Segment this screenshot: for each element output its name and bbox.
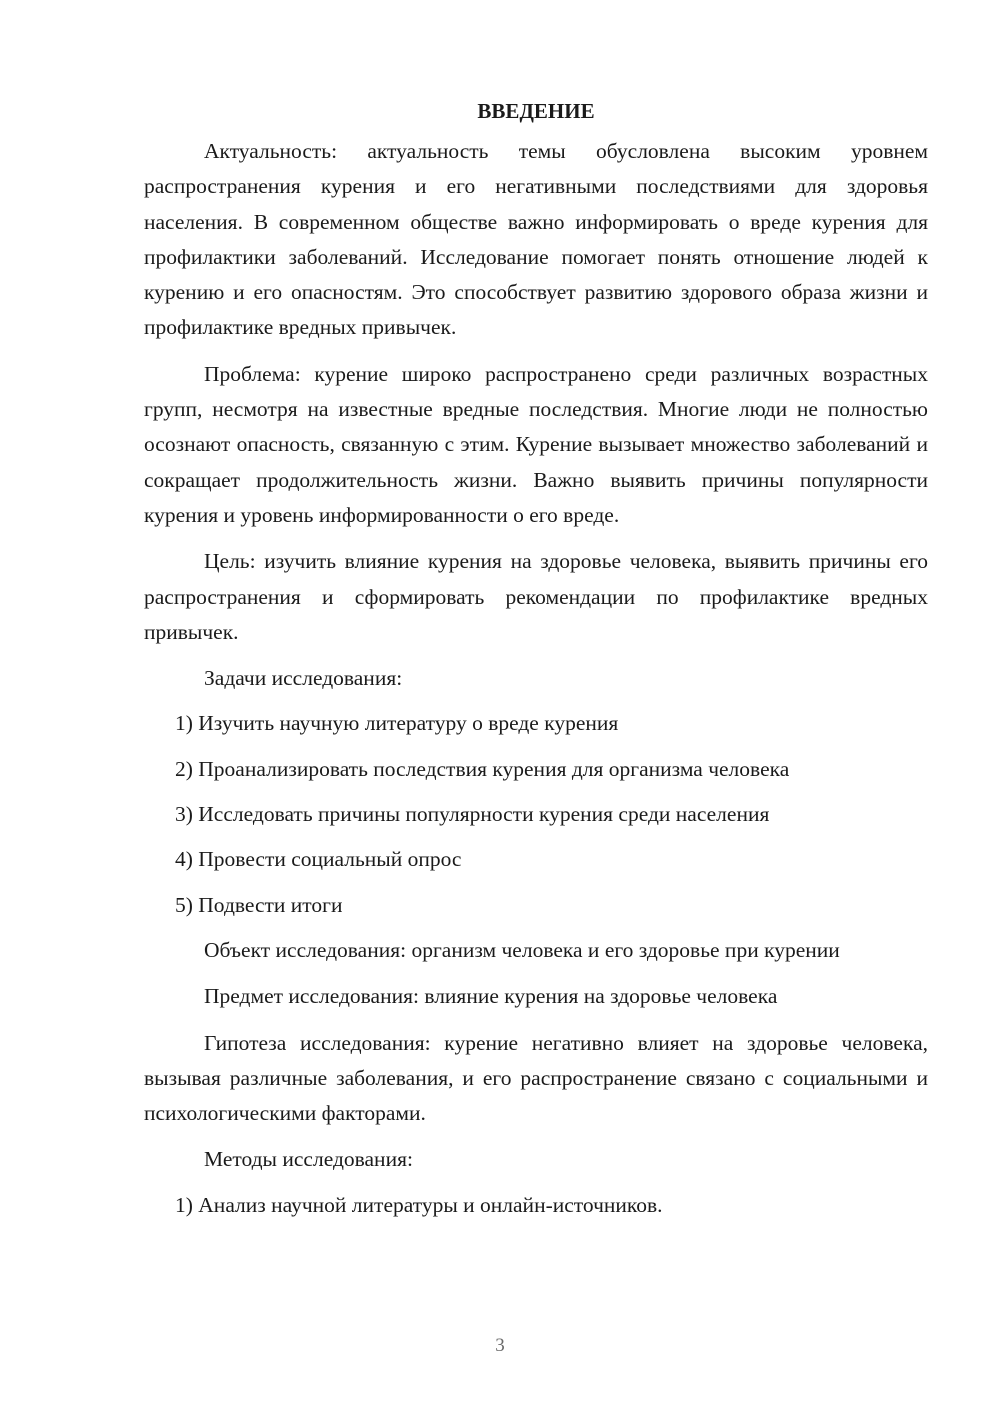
list-item: 4) Провести социальный опрос — [175, 847, 462, 872]
list-item: 1) Изучить научную литературу о вреде курения — [175, 711, 619, 736]
goal-paragraph: Цель: изучить влияние курения на здоровье человека, выявить причины его распространения и сформировать рекомендации по профилактике вредных привычек. — [144, 549, 928, 644]
methods-list — [144, 1188, 928, 1223]
list-item: 5) Подвести итоги — [175, 892, 343, 917]
page-number: 3 — [495, 1335, 505, 1356]
document-page — [144, 92, 928, 1233]
subject-paragraph: Предмет исследования: влияние курения на здоровье человека — [204, 984, 778, 1009]
tasks-list — [144, 706, 928, 922]
relevance-paragraph: Актуальность: актуальность темы обусловлена высоким уровнем распространения курения и его негативными последствиями для здоровья населения. В современном обществе важно информировать о вреде курения для профилактики заболеваний. Исследование помогает понять отношение людей к курению и его опасностям. Это способствует развитию здорового образа жизни и профилактике вредных привычек. — [144, 139, 928, 340]
list-item: 3) Исследовать причины популярности курения среди населения — [175, 802, 770, 827]
list-item: 1) Анализ научной литературы и онлайн-источников. — [175, 1192, 663, 1217]
hypothesis-paragraph: Гипотеза исследования: курение негативно влияет на здоровье человека, вызывая различные заболевания, и его распространение связано с социальными и психологическими факторами. — [144, 1030, 928, 1126]
list-item: 2) Проанализировать последствия курения для организма человека — [175, 756, 790, 781]
tasks-title: Задачи исследования: — [204, 666, 403, 691]
section-heading: ВВЕДЕНИЕ — [477, 99, 595, 123]
object-paragraph: Объект исследования: организм человека и его здоровье при курении — [204, 937, 840, 962]
problem-paragraph: Проблема: курение широко распространено среди различных возрастных групп, несмотря на известные вредные последствия. Многие люди не полностью осознают опасность, связанную с этим. Курение вызывает множество заболеваний и сокращает продолжительность жизни. Важно выявить причины популярности курения и уровень информированности о его вреде. — [144, 361, 928, 527]
methods-title: Методы исследования: — [204, 1147, 413, 1172]
